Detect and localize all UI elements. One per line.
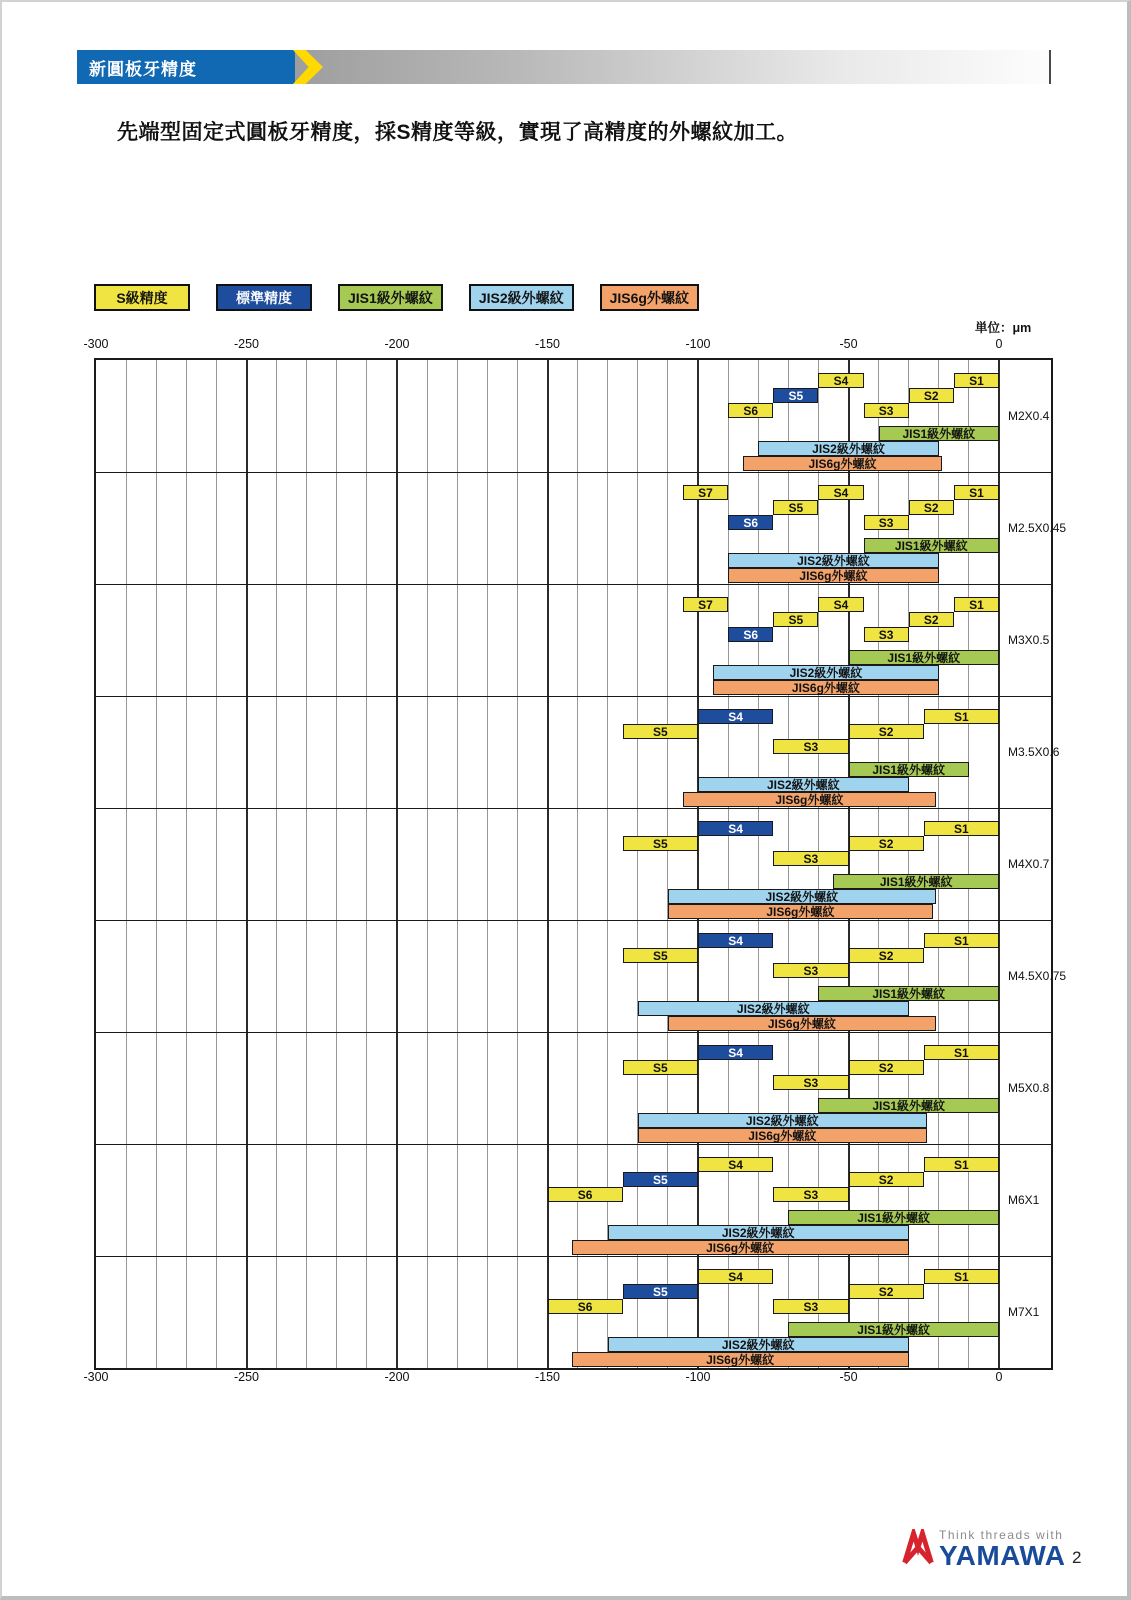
- bar-M2.5X0.45-JIS2級外螺紋: JIS2級外螺紋: [728, 553, 939, 568]
- bar-M4X0.7-S4-standard: S4: [698, 821, 773, 836]
- bar-M2X0.4-S2: S2: [909, 388, 954, 403]
- bar-M7X1-S4: S4: [698, 1269, 773, 1284]
- bar-M3X0.5-S6-standard: S6: [728, 627, 773, 642]
- bar-M2.5X0.45-JIS6g外螺紋: JIS6g外螺紋: [728, 568, 939, 583]
- header-gradient-band: [295, 50, 1051, 84]
- bar-M5X0.8-S2: S2: [849, 1060, 924, 1075]
- tick-label: -100: [685, 1370, 711, 1384]
- bar-M2X0.4-JIS2級外螺紋: JIS2級外螺紋: [758, 441, 939, 456]
- section-header-bar: [77, 50, 1051, 84]
- bar-M2X0.4-S1: S1: [954, 373, 999, 388]
- chart-row-M7X1: [96, 1256, 1051, 1368]
- bar-M2X0.4-S3: S3: [864, 403, 909, 418]
- bar-M4X0.7-S2: S2: [849, 836, 924, 851]
- tick-label: -300: [83, 1370, 109, 1384]
- bar-M6X1-S6: S6: [548, 1187, 623, 1202]
- row-label: M5X0.8: [1008, 1081, 1050, 1095]
- bar-M5X0.8-S3: S3: [773, 1075, 848, 1090]
- unit-label: 単位：μm: [975, 321, 1032, 335]
- bar-M4.5X0.75-JIS1級外螺紋: JIS1級外螺紋: [818, 986, 999, 1001]
- bar-M6X1-S3: S3: [773, 1187, 848, 1202]
- bar-M7X1-JIS1級外螺紋: JIS1級外螺紋: [788, 1322, 999, 1337]
- bar-M4.5X0.75-S1: S1: [924, 933, 999, 948]
- bar-M4X0.7-S3: S3: [773, 851, 848, 866]
- bar-M4.5X0.75-S3: S3: [773, 963, 848, 978]
- row-label: M4.5X0.75: [1008, 969, 1067, 983]
- bar-M3X0.5-S2: S2: [909, 612, 954, 627]
- x-axis-bottom: [83, 1370, 1051, 1385]
- bar-M2X0.4-JIS1級外螺紋: JIS1級外螺紋: [879, 426, 999, 441]
- bar-M6X1-S1: S1: [924, 1157, 999, 1172]
- yamawa-logo-icon: [902, 1529, 934, 1566]
- bar-M3.5X0.6-S2: S2: [849, 724, 924, 739]
- bar-M4.5X0.75-S2: S2: [849, 948, 924, 963]
- chart-row-M4.5X0.75: [96, 920, 1067, 1033]
- bar-M2X0.4-JIS6g外螺紋: JIS6g外螺紋: [743, 456, 942, 471]
- bar-M3X0.5-S1: S1: [954, 597, 999, 612]
- footer-text: [939, 1529, 1065, 1570]
- bar-M2.5X0.45-JIS1級外螺紋: JIS1級外螺紋: [864, 538, 999, 553]
- section-title-box: [77, 50, 295, 84]
- header-end-rule: [1049, 50, 1051, 84]
- brand-footer: [902, 1529, 1065, 1570]
- bar-M2.5X0.45-S3: S3: [864, 515, 909, 530]
- bar-M5X0.8-S1: S1: [924, 1045, 999, 1060]
- bar-M7X1-S1: S1: [924, 1269, 999, 1284]
- footer-brand: YAMAWA: [939, 1540, 1066, 1571]
- bar-M3.5X0.6-S5: S5: [623, 724, 698, 739]
- bar-M5X0.8-JIS6g外螺紋: JIS6g外螺紋: [638, 1128, 927, 1143]
- bar-M4X0.7-S1: S1: [924, 821, 999, 836]
- bar-M2.5X0.45-S4: S4: [818, 485, 863, 500]
- page-number: 2: [1072, 1548, 1082, 1567]
- row-label: M3X0.5: [1008, 633, 1050, 647]
- tick-label: -150: [534, 1370, 561, 1384]
- tick-label: -100: [685, 337, 711, 351]
- bar-M3.5X0.6-JIS1級外螺紋: JIS1級外螺紋: [849, 762, 969, 777]
- bar-M3.5X0.6-JIS6g外螺紋: JIS6g外螺紋: [683, 792, 936, 807]
- bar-M3X0.5-JIS2級外螺紋: JIS2級外螺紋: [713, 665, 939, 680]
- bar-M4.5X0.75-S5: S5: [623, 948, 698, 963]
- chart-row-M3.5X0.6: [96, 696, 1060, 809]
- bar-M6X1-JIS1級外螺紋: JIS1級外螺紋: [788, 1210, 999, 1225]
- bar-M7X1-S3: S3: [773, 1299, 848, 1314]
- bar-M6X1-JIS6g外螺紋: JIS6g外螺紋: [572, 1240, 909, 1255]
- bar-M4X0.7-JIS2級外螺紋: JIS2級外螺紋: [668, 889, 936, 904]
- tick-label: -250: [233, 337, 260, 351]
- bar-M2.5X0.45-S7: S7: [683, 485, 728, 500]
- bar-M2.5X0.45-S2: S2: [909, 500, 954, 515]
- section-title: 新圓板牙精度: [89, 59, 197, 79]
- row-label: M3.5X0.6: [1008, 745, 1060, 759]
- bar-M2.5X0.45-S1: S1: [954, 485, 999, 500]
- chart-row-M6X1: [96, 1144, 1051, 1257]
- bar-M6X1-S5-standard: S5: [623, 1172, 698, 1187]
- bar-M3X0.5-S3: S3: [864, 627, 909, 642]
- bar-M6X1-S2: S2: [849, 1172, 924, 1187]
- plot-area: [96, 360, 1067, 1368]
- row-label: M7X1: [1008, 1305, 1040, 1319]
- legend-item-jis6g: JIS6g外螺紋: [600, 284, 699, 311]
- bar-M3X0.5-JIS6g外螺紋: JIS6g外螺紋: [713, 680, 939, 695]
- tick-label: -150: [534, 337, 561, 351]
- legend: [94, 284, 699, 311]
- bar-M2X0.4-S6: S6: [728, 403, 773, 418]
- tick-label: -50: [839, 1370, 858, 1384]
- tick-label: -50: [839, 337, 858, 351]
- row-label: M6X1: [1008, 1193, 1040, 1207]
- tick-label: -250: [233, 1370, 260, 1384]
- bar-M6X1-S4: S4: [698, 1157, 773, 1172]
- bar-M3X0.5-S7: S7: [683, 597, 728, 612]
- bar-M4X0.7-JIS1級外螺紋: JIS1級外螺紋: [833, 874, 999, 889]
- bar-M2X0.4-S5-standard: S5: [773, 388, 818, 403]
- tick-label: -200: [384, 337, 410, 351]
- chart-row-M5X0.8: [96, 1032, 1051, 1145]
- bar-M2X0.4-S4: S4: [818, 373, 863, 388]
- row-label: M2X0.4: [1008, 409, 1050, 423]
- legend-item-s: S級精度: [94, 284, 190, 311]
- tick-label: -200: [384, 1370, 410, 1384]
- tick-label: 0: [995, 337, 1003, 351]
- footer-tagline: Think threads with: [939, 1528, 1064, 1542]
- legend-item-jis1: JIS1級外螺紋: [338, 284, 443, 311]
- bar-M7X1-S6: S6: [548, 1299, 623, 1314]
- bar-M6X1-JIS2級外螺紋: JIS2級外螺紋: [608, 1225, 909, 1240]
- legend-item-jis2: JIS2級外螺紋: [469, 284, 574, 311]
- bar-M5X0.8-JIS1級外螺紋: JIS1級外螺紋: [818, 1098, 999, 1113]
- bar-M2.5X0.45-S6-standard: S6: [728, 515, 773, 530]
- chart-row-M3X0.5: [96, 584, 1051, 697]
- bar-M7X1-S2: S2: [849, 1284, 924, 1299]
- chart-row-M2X0.4: [96, 360, 1051, 473]
- tolerance-chart: [94, 358, 1067, 1370]
- bar-M3X0.5-S5: S5: [773, 612, 818, 627]
- bar-M5X0.8-JIS2級外螺紋: JIS2級外螺紋: [638, 1113, 927, 1128]
- legend-item-std: 標準精度: [216, 284, 312, 311]
- bar-M3.5X0.6-JIS2級外螺紋: JIS2級外螺紋: [698, 777, 909, 792]
- row-label: M4X0.7: [1008, 857, 1050, 871]
- page-subtitle: 先端型固定式圓板牙精度，採S精度等級，實現了高精度的外螺紋加工。: [117, 121, 799, 144]
- chart-row-M4X0.7: [96, 808, 1051, 921]
- bar-M7X1-JIS6g外螺紋: JIS6g外螺紋: [572, 1352, 909, 1367]
- bar-M3.5X0.6-S1: S1: [924, 709, 999, 724]
- bar-M3X0.5-S4: S4: [818, 597, 863, 612]
- bar-M3X0.5-JIS1級外螺紋: JIS1級外螺紋: [849, 650, 1000, 665]
- bar-M7X1-JIS2級外螺紋: JIS2級外螺紋: [608, 1337, 909, 1352]
- bar-M2.5X0.45-S5: S5: [773, 500, 818, 515]
- bar-M5X0.8-S4-standard: S4: [698, 1045, 773, 1060]
- bar-M5X0.8-S5: S5: [623, 1060, 698, 1075]
- x-axis-top: [83, 337, 1051, 352]
- bar-M4.5X0.75-JIS2級外螺紋: JIS2級外螺紋: [638, 1001, 909, 1016]
- row-label: M2.5X0.45: [1008, 521, 1067, 535]
- bar-M4X0.7-S5: S5: [623, 836, 698, 851]
- bar-M7X1-S5-standard: S5: [623, 1284, 698, 1299]
- tick-label: 0: [995, 1370, 1003, 1384]
- bar-M4.5X0.75-JIS6g外螺紋: JIS6g外螺紋: [668, 1016, 936, 1031]
- tick-label: -300: [83, 337, 109, 351]
- bar-M3.5X0.6-S4-standard: S4: [698, 709, 773, 724]
- bar-M3.5X0.6-S3: S3: [773, 739, 848, 754]
- chart-row-M2.5X0.45: [96, 472, 1067, 585]
- bar-M4.5X0.75-S4-standard: S4: [698, 933, 773, 948]
- bar-M4X0.7-JIS6g外螺紋: JIS6g外螺紋: [668, 904, 933, 919]
